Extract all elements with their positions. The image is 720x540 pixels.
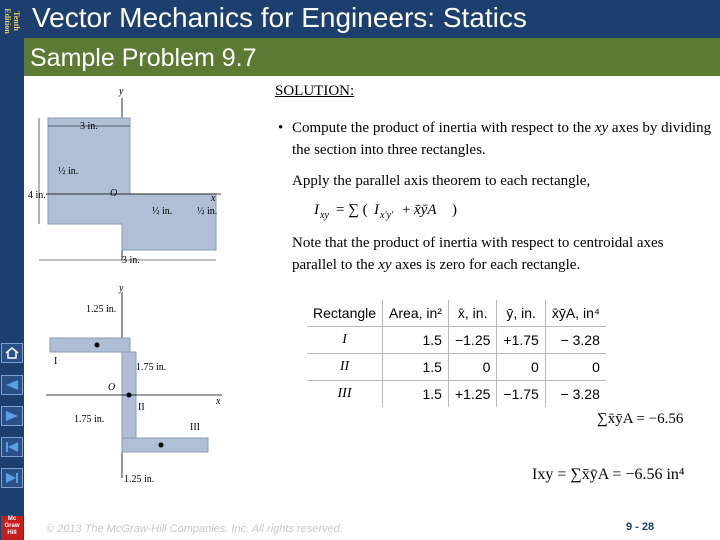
dim-125-bottom: 1.25 in.	[124, 474, 155, 485]
origin-label-2: O	[108, 382, 116, 393]
svg-text:I: I	[314, 202, 319, 218]
y-axis-label: y	[119, 86, 124, 97]
column-header: ȳ, in.	[497, 300, 545, 327]
centroid-I	[95, 343, 100, 348]
dim-3in-top: 3 in.	[80, 121, 98, 132]
skip-back-icon	[5, 441, 19, 453]
label-rect-II: II	[138, 402, 145, 413]
left-sidebar	[0, 0, 24, 540]
label-rect-III: III	[190, 422, 200, 433]
table-cell: +1.75	[497, 327, 545, 354]
table-cell: 0	[448, 354, 496, 381]
table-cell: III	[307, 381, 383, 408]
rectangle-I	[50, 338, 130, 352]
paragraph-1: Compute the product of inertia with respect to the xy axes by dividing the section into three rectangles.	[292, 120, 712, 158]
table-cell: 0	[497, 354, 545, 381]
svg-text:I: I	[374, 202, 379, 218]
column-header: x̄ȳA, in⁴	[545, 300, 606, 327]
paragraph-3: Note that the product of inertia with respect to centroidal axes parallel to the xy axes is zero for each rectangle.	[292, 235, 664, 273]
rectangle-III	[122, 438, 208, 452]
dim-4in: 4 in.	[28, 190, 46, 201]
mcgraw-hill-logo: Mc Graw Hill	[1, 516, 23, 540]
previous-slide-button[interactable]	[1, 375, 23, 395]
table-header-row	[307, 300, 606, 327]
dim-3in-bottom: 3 in.	[122, 255, 140, 266]
last-slide-button[interactable]	[1, 468, 23, 488]
svg-text:= ∑ (: = ∑ (	[336, 202, 368, 218]
dim-half-in-2: ½ in.	[152, 206, 173, 217]
bullet-icon: •	[278, 120, 284, 136]
column-header: x̄, in.	[448, 300, 496, 327]
solution-heading: SOLUTION:	[275, 83, 355, 99]
centroid-III	[159, 443, 164, 448]
table-cell: I	[307, 327, 383, 354]
final-result: Ixy = ∑x̄ȳA = −6.56 in⁴	[532, 466, 685, 483]
label-rect-I: I	[54, 356, 58, 367]
home-button[interactable]	[1, 343, 23, 363]
table-row	[307, 327, 606, 354]
table-cell: +1.25	[448, 381, 496, 408]
copyright-notice: © 2013 The McGraw-Hill Companies, Inc. All rights reserved.	[46, 523, 343, 535]
table-sum: ∑x̄ȳA = −6.56	[597, 411, 684, 427]
dim-half-in-1: ½ in.	[58, 166, 79, 177]
next-slide-button[interactable]	[1, 406, 23, 426]
edition-label: Tenth Edition	[3, 8, 21, 34]
slide-subtitle: Sample Problem 9.7	[30, 44, 257, 72]
paragraph-2: Apply the parallel axis theorem to each rectangle,	[292, 173, 591, 189]
svg-text:xy: xy	[320, 210, 329, 221]
results-table	[307, 300, 606, 407]
home-icon	[5, 347, 19, 359]
dim-125-top: 1.25 in.	[86, 304, 117, 315]
svg-text:+: +	[402, 202, 411, 218]
table-cell: II	[307, 354, 383, 381]
table-cell: 0	[545, 354, 606, 381]
dim-175-left: 1.75 in.	[74, 414, 105, 425]
subtitle-bar	[24, 38, 720, 76]
table-row	[307, 354, 606, 381]
table-cell: −1.25	[448, 327, 496, 354]
title-bar	[24, 0, 720, 38]
rectangles-figure	[26, 282, 276, 492]
svg-text:): )	[452, 202, 457, 218]
svg-text:x′y′: x′y′	[380, 210, 394, 221]
centroid-II	[127, 393, 132, 398]
column-header: Area, in²	[383, 300, 449, 327]
table-cell: − 3.28	[560, 386, 600, 402]
table-cell: 1.5	[383, 354, 449, 381]
table-cell: 1.5	[383, 381, 449, 408]
dim-175-right: 1.75 in.	[136, 362, 167, 373]
page-number: 9 - 28	[626, 521, 655, 533]
x-axis-label: x	[211, 193, 216, 204]
x-axis-label-2: x	[216, 396, 221, 407]
column-header: Rectangle	[307, 300, 383, 327]
table-cell: − 3.28	[545, 327, 606, 354]
dim-half-in-3: ½ in.	[197, 206, 218, 217]
skip-forward-icon	[5, 472, 19, 484]
origin-label: O	[110, 188, 118, 199]
arrow-right-icon	[5, 410, 19, 422]
table-row	[307, 381, 606, 408]
z-section-figure	[26, 80, 276, 270]
z-section-shape	[48, 118, 216, 250]
svg-text:x̄ȳA: x̄ȳA	[414, 202, 437, 218]
table-cell: −1.75	[497, 381, 545, 408]
first-slide-button[interactable]	[1, 437, 23, 457]
slide-title: Vector Mechanics for Engineers: Statics	[32, 2, 527, 33]
y-axis-label-2: y	[119, 283, 124, 294]
table-cell: 1.5	[383, 327, 449, 354]
parallel-axis-formula	[312, 194, 472, 222]
arrow-left-icon	[5, 379, 19, 391]
